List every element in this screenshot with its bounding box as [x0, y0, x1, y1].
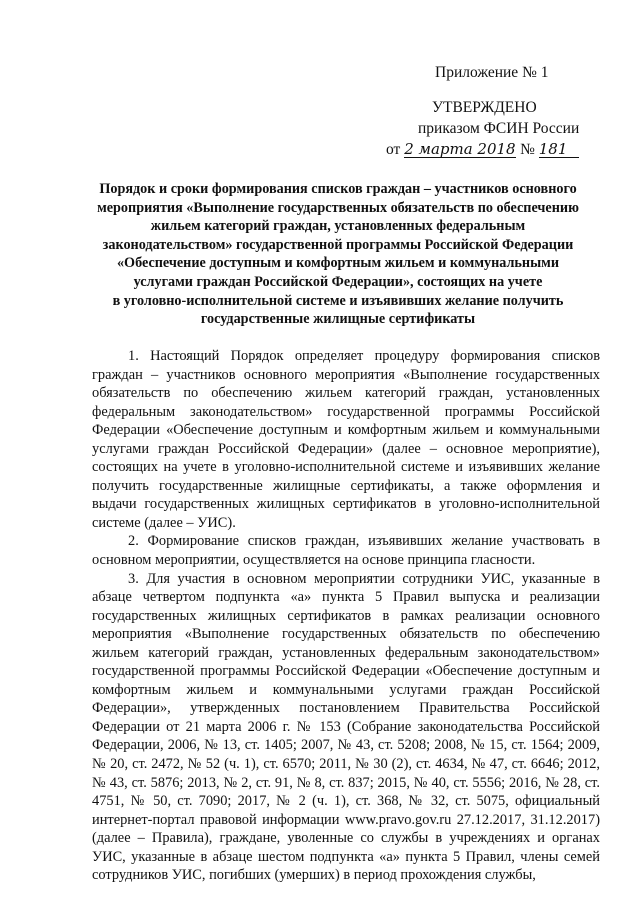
- document-title: [68, 180, 608, 329]
- handwritten-date: 2 марта 2018: [404, 140, 516, 158]
- title-line: услугами граждан Российской Федерации», состоящих на учете: [133, 273, 543, 290]
- approval-block: [360, 62, 600, 160]
- handwritten-number: 181: [539, 141, 579, 158]
- approved-stamp-text: УТВЕРЖДЕНО: [432, 99, 537, 116]
- title-line: Порядок и сроки формирования списков граждан – участников основного: [99, 181, 577, 197]
- order-date-line: [360, 139, 600, 160]
- title-line: жильем категорий граждан, установленных федеральным: [150, 218, 526, 235]
- order-reference: приказом ФСИН России: [418, 120, 580, 137]
- title-line: «Обеспечение доступным и комфортным жильем и коммунальными: [116, 255, 560, 272]
- paragraph-1: 1. Настоящий Порядок определяет процедуру формирования списков граждан – участников основного мероприятия «Выполнение государственных обязательств по обеспечению жильем категорий граждан, установленных федеральным законодательством» государственной программы Российской Федерации «Обеспечение доступным и комфортным жильем и коммунальными услугами граждан Российской Федерации» (далее – основное мероприятие), состоящих на учете в уголовно-исполнительной системе и изъявивших желание получить государственные жилищные сертификаты, а также оформления и выдачи государственных жилищных сертификатов в уголовно-исполнительной системе (далее – УИС).: [92, 348, 600, 531]
- from-label: от: [386, 141, 401, 158]
- paragraph-3: 3. Для участия в основном мероприятии сотрудники УИС, указанные в абзаце четвертом подпункта «а» пункта 5 Правил выпуска и реализации государственных жилищных сертификатов в рамках реализации основного мероприятия «Выполнение государственных обязательств по обеспечению жильем категорий граждан, установленных федеральным законодательством» государственной программы Российской Федерации «Обеспечение доступным и комфортным жильем и коммунальными услугами граждан Российской Федерации», утвержденных постановлением Правительства Российской Федерации от 21 марта 2006 г. № 153 (Собрание законодательства Российской Федерации, 2006, № 13, ст. 1405; 2007, № 43, ст. 5208; 2008, № 15, ст. 1564; 2009, № 20, ст. 2472, № 52 (ч. 1), ст. 6570; 2011, № 30 (2), ст. 4634, № 47, ст. 6646; 2012, № 43, ст. 5876; 2013, № 2, ст. 91, № 8, ст. 837; 2015, № 40, ст. 5556; 2016, № 28, ст. 4751, № 50, ст. 7090; 2017, № 2 (ч. 1), ст. 368, № 32, ст. 5075, официальный интернет-портал правовой информации www.pravo.gov.ru 27.12.2017, 31.12.2017) (далее – Правила), граждане, уволенные со службы в учреждениях и органах УИС, указанные в абзаце шестом подпункта «а» пункта 5 Правил, члены семей сотрудников УИС, погибших (умерших) в период прохождения службы,: [92, 570, 600, 884]
- paragraph-2: 2. Формирование списков граждан, изъявивших желание участвовать в основном мероприятии, осуществляется на основе принципа гласности.: [92, 533, 600, 569]
- title-line: мероприятия «Выполнение государственных обязательств по обеспечению: [97, 199, 579, 216]
- title-line: государственные жилищные сертификаты: [200, 311, 476, 328]
- title-line: в уголовно-исполнительной системе и изъявивших желание получить: [112, 292, 564, 309]
- document-body: [92, 347, 600, 885]
- number-label: №: [520, 141, 535, 158]
- title-line: законодательством» государственной программы Российской Федерации: [102, 236, 574, 253]
- annex-label: Приложение № 1: [435, 64, 549, 81]
